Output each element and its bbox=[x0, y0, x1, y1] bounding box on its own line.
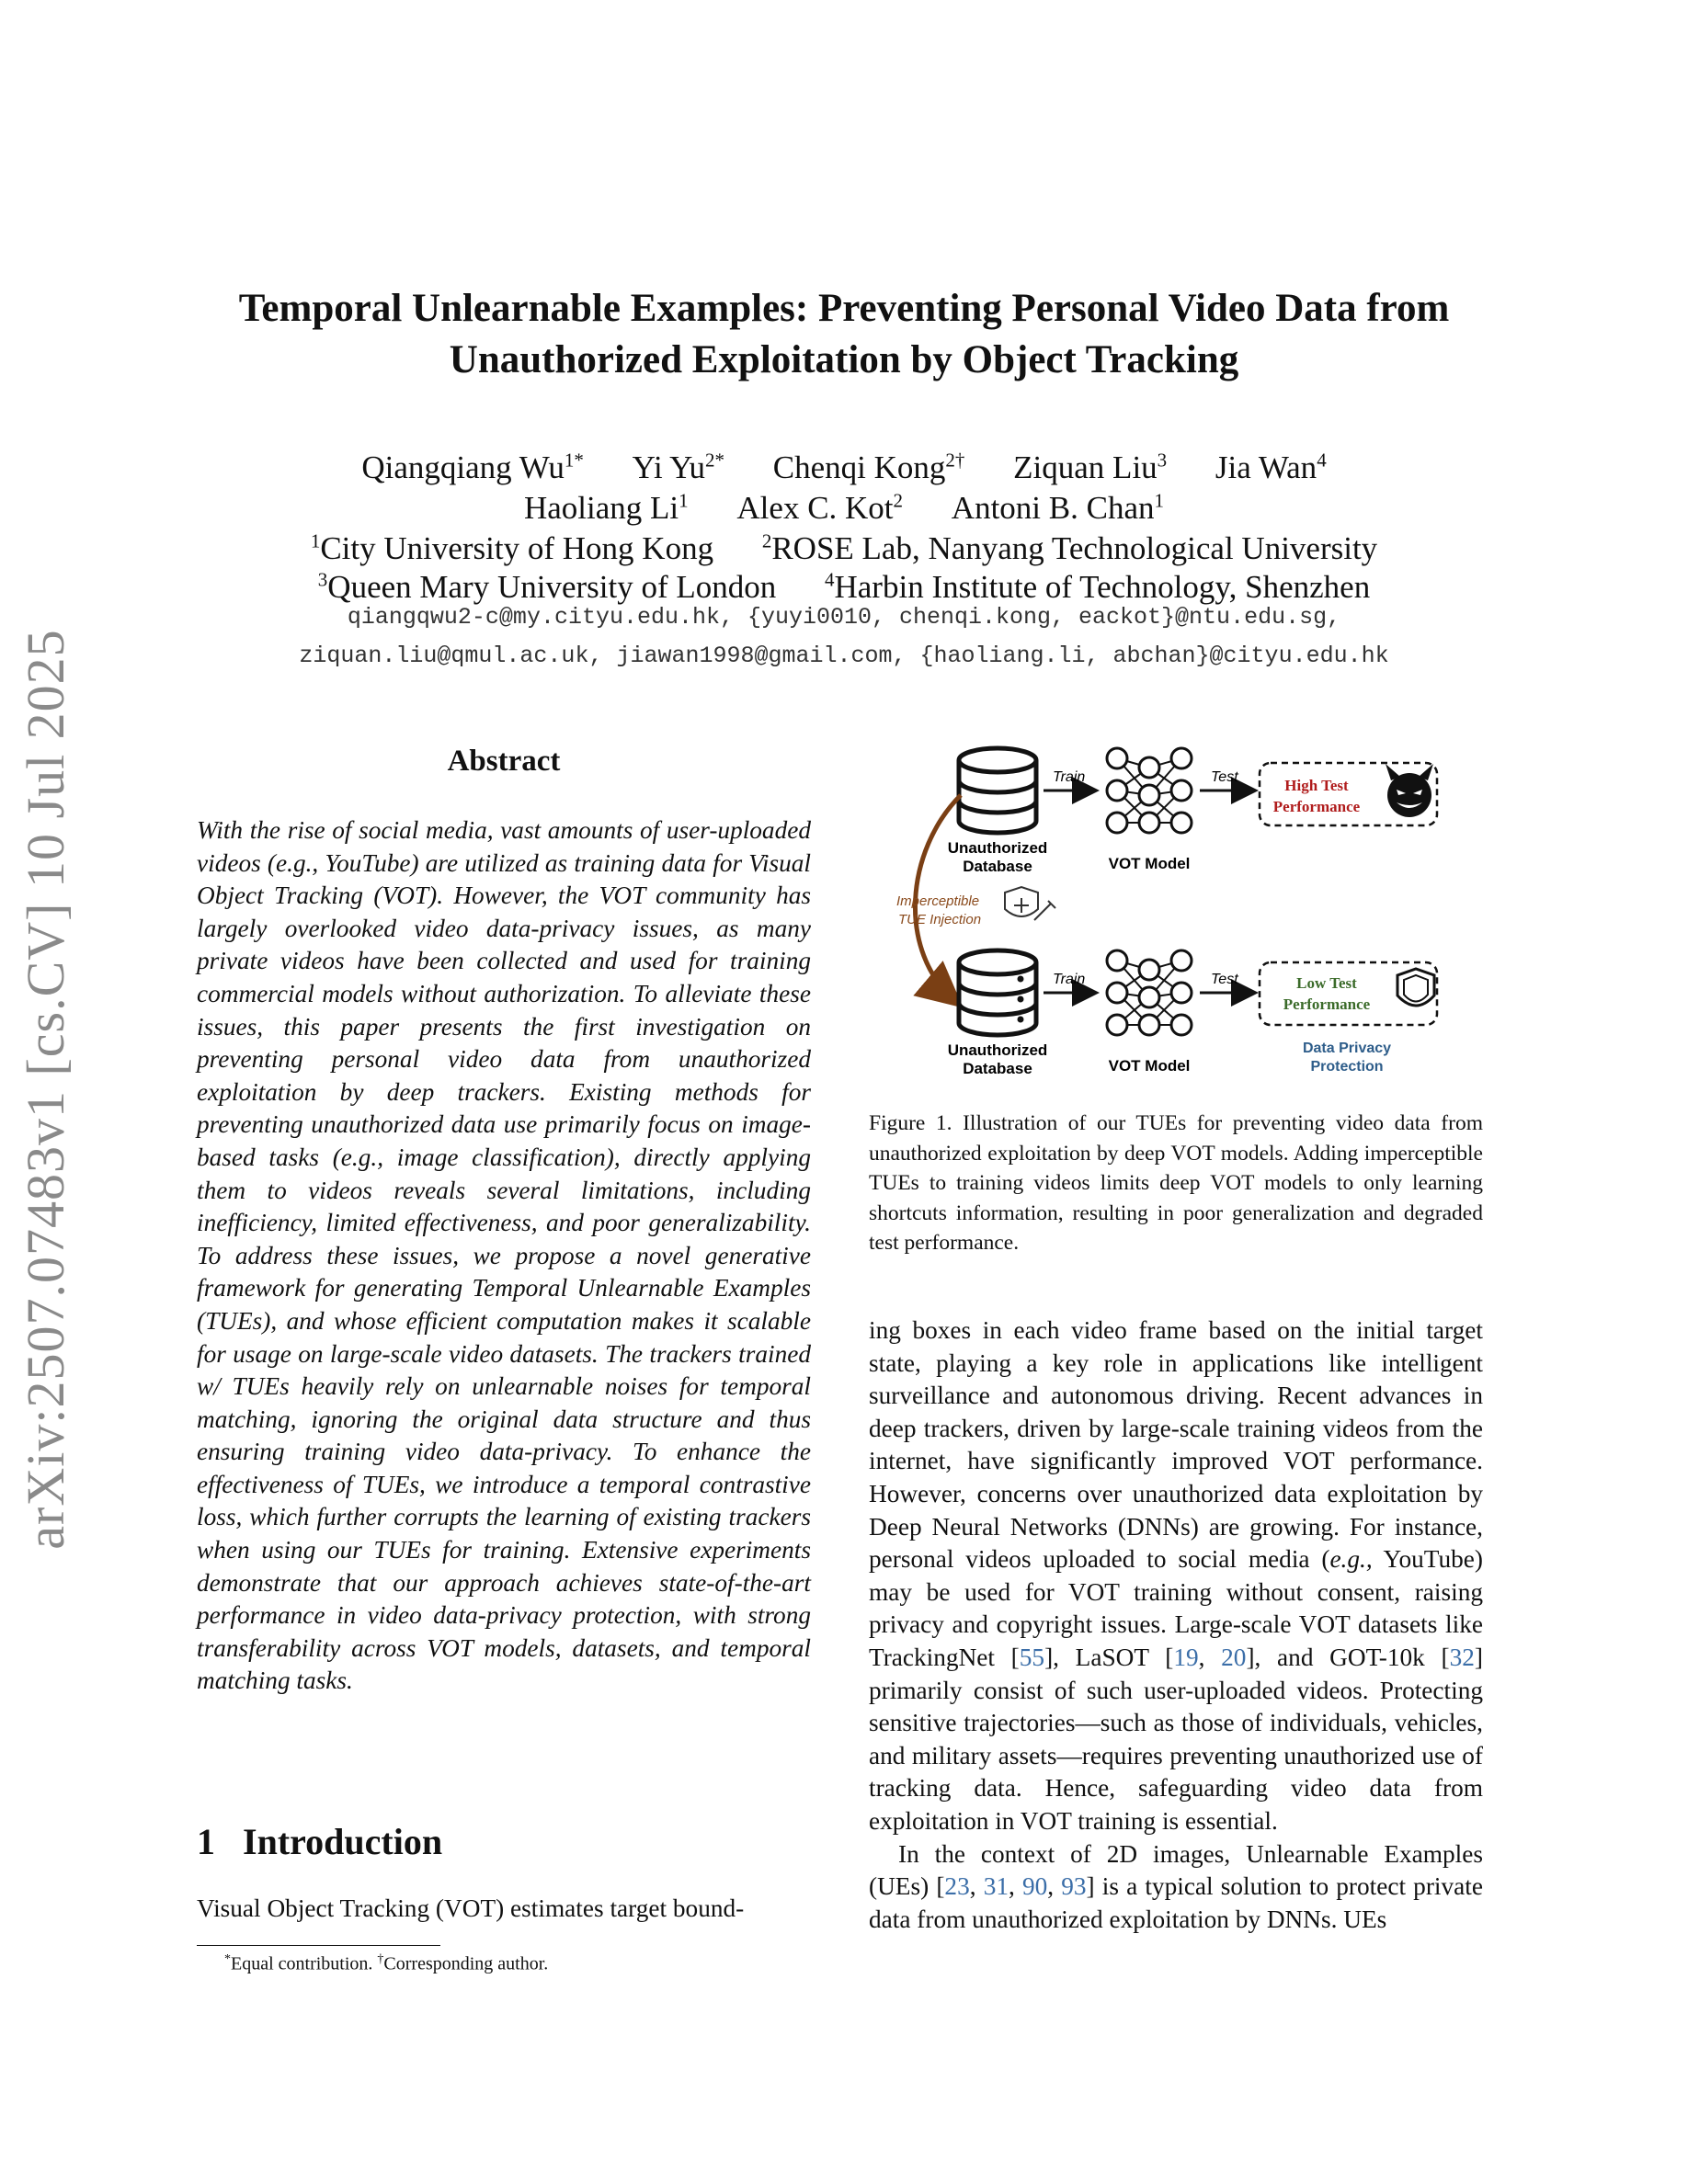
test-label: Test bbox=[1211, 769, 1238, 785]
citation-link[interactable]: 23 bbox=[944, 1872, 970, 1901]
author: Ziquan Liu$^3$ bbox=[1013, 449, 1168, 485]
shield-syringe-icon bbox=[1005, 887, 1055, 920]
intro-paragraph-start: Visual Object Tracking (VOT) estimates target bound- bbox=[197, 1894, 745, 1922]
body-text-right-column bbox=[869, 1314, 1483, 1936]
citation-link[interactable]: 93 bbox=[1061, 1872, 1087, 1901]
neural-network-icon bbox=[1107, 748, 1192, 833]
author: Chenqi Kong$^{2\dagger}$ bbox=[772, 449, 965, 485]
figure-caption: Figure 1. Illustration of our TUEs for preventing video data from unauthorized exploitation by deep VOT models. Adding imperceptible TUEs to training videos limits deep VOT models to only learning shortcuts information, resulting in poor generalization and degraded test performance. bbox=[869, 1111, 1483, 1255]
author: Yi $Yu^{2*}$ bbox=[632, 449, 725, 485]
footnote-rule bbox=[197, 1945, 440, 1946]
figure-1-diagram bbox=[869, 740, 1494, 1094]
author: Jia Wan$^4$ bbox=[1215, 449, 1327, 485]
database-label: Database bbox=[963, 858, 1032, 875]
citation-link[interactable]: 19 bbox=[1173, 1643, 1199, 1671]
abstract-body: With the rise of social media, vast amounts of user-uploaded videos (e.g., YouTube) are utilized as training data for Visual Object Tracking (VOT). However, the VOT community has largely overlooked video data-privacy issues, as many private videos have been collected and used for training commercial models without authorization. To alleviate these issues, this paper presents the first investigation on preventing personal video data from unauthorized exploitation by deep trackers. Existing methods for preventing unauthorized data use primarily focus on image-based tasks (e.g., image classification), directly applying them to videos reveals several limitations, including inefficiency, limited effectiveness, and poor generalizability. To address these issues, we propose a novel generative framework for generating Temporal Unlearnable Examples (TUEs), and whose efficient computation makes it scalable for usage on large-scale video datasets. The trackers trained w/ TUEs heavily rely on unlearnable noises for temporal matching, ignoring the original data structure and thus ensuring training video data-privacy. To enhance the effectiveness of TUEs, we introduce a temporal contrastive loss, which further corrupts the learning of existing trackers when using our TUEs for training. Extensive experiments demonstrate that our approach achieves state-of-the-art performance in video data-privacy protection, with strong transferability across VOT models, datasets, and temporal matching tasks. bbox=[197, 816, 811, 1695]
privacy-label: Protection bbox=[1310, 1059, 1384, 1075]
vot-model-label: VOT Model bbox=[1108, 1057, 1191, 1075]
citation-link[interactable]: 32 bbox=[1449, 1643, 1475, 1671]
emails-line-2: ziquan.liu@qmul.ac.uk, jiawan1998@gmail.com, {haoliang.li, abchan}@cityu.edu.hk bbox=[299, 643, 1389, 669]
affiliation: $^1$City University of Hong Kong bbox=[310, 529, 714, 566]
vot-model-label: VOT Model bbox=[1108, 855, 1191, 872]
affiliation: $^3$Queen Mary University of London bbox=[317, 568, 777, 605]
citation-link[interactable]: 20 bbox=[1221, 1643, 1247, 1671]
database-label: Unauthorized bbox=[947, 839, 1048, 857]
low-performance-label: Low Test bbox=[1296, 974, 1357, 992]
author: Haoliang Li$^1$ bbox=[524, 489, 689, 526]
affiliation: $^4$Harbin Institute of Technology, Shenzhen bbox=[825, 568, 1371, 605]
train-label: Train bbox=[1053, 769, 1086, 785]
database-icon bbox=[959, 748, 1036, 833]
citation-link[interactable]: 31 bbox=[983, 1872, 1009, 1901]
citation-link[interactable]: 90 bbox=[1021, 1872, 1048, 1901]
injection-label: Imperceptible bbox=[896, 893, 980, 909]
test-label: Test bbox=[1211, 972, 1238, 987]
paragraph: ing boxes in each video frame based on the initial target state, playing a key role in applications like intelligent surveillance and autonomous driving. Recent advances in deep trackers, driven by large-scale training videos from the internet, have significantly improved VOT performance. However, concerns over unauthorized data exploitation by Deep Neural Networks (DNNs) are growing. For instance, personal videos uploaded to social media (e.g., YouTube) may be used for VOT training without consent, raising privacy and copyright issues. Large-scale VOT datasets like TrackingNet [55], LaSOT [19, 20], and GOT-10k [32] primarily consist of such user-uploaded videos. Protecting sensitive trajectories—such as those of individuals, vehicles, and military assets—requires preventing unauthorized use of tracking data. Hence, safeguarding video data from exploitation in VOT training is essential. bbox=[869, 1316, 1483, 1835]
author: Alex C. Kot$^2$ bbox=[736, 489, 904, 526]
author: Qiangqiang $Wu^{1*}$ bbox=[361, 449, 584, 485]
database-label: Unauthorized bbox=[947, 1041, 1048, 1059]
section-title: Introduction bbox=[243, 1821, 443, 1862]
database-label: Database bbox=[963, 1060, 1032, 1077]
affiliation: $^2$ROSE Lab, Nanyang Technological University bbox=[761, 529, 1378, 566]
paper-title: Temporal Unlearnable Examples: Preventing Personal Video Data from Unauthorized Exploitation by Object Tracking bbox=[238, 287, 1450, 381]
emails-line-1: qiangqwu2-c@my.cityu.edu.hk, {yuyi0010, chenqi.kong, eackot}@ntu.edu.sg, bbox=[347, 604, 1341, 631]
high-performance-label: High Test bbox=[1284, 777, 1349, 794]
train-label: Train bbox=[1053, 972, 1086, 987]
author: Antoni B. Chan$^1$ bbox=[951, 489, 1164, 526]
neural-network-icon bbox=[1107, 950, 1192, 1035]
section-heading-introduction bbox=[197, 1820, 442, 1863]
abstract-heading: Abstract bbox=[447, 745, 561, 778]
database-icon bbox=[959, 950, 1036, 1035]
section-number: 1 bbox=[197, 1821, 215, 1862]
injection-label: TUE Injection bbox=[898, 912, 982, 927]
arxiv-identifier: arXiv:2507.07483v1 [cs.CV] 10 Jul 2025 bbox=[16, 629, 75, 1550]
privacy-label: Data Privacy bbox=[1302, 1041, 1392, 1056]
citation-link[interactable]: 55 bbox=[1019, 1643, 1045, 1671]
paragraph: In the context of 2D images, Unlearnable Examples (UEs) [23, 31, 90, 93] is a typical solution to protect private data from unauthorized exploitation by DNNs. UEs bbox=[869, 1839, 1483, 1933]
low-performance-label: Performance bbox=[1283, 995, 1371, 1013]
footnote: *Equal contribution. †Corresponding author. bbox=[224, 1952, 549, 1974]
high-performance-label: Performance bbox=[1272, 798, 1361, 815]
